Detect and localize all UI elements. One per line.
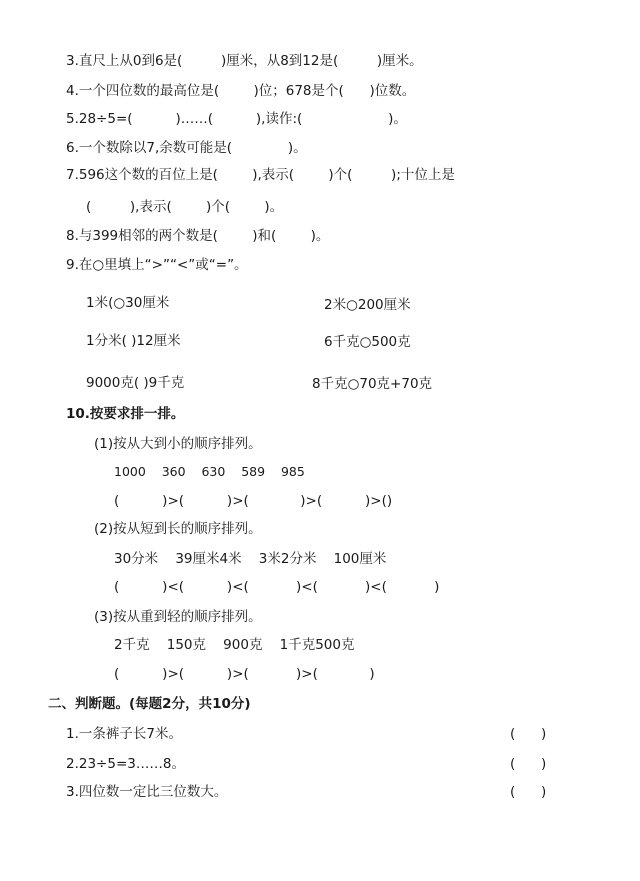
compare-item-d: 6千克○500克: [324, 334, 411, 350]
question-6: 6.一个数除以7,余数可能是( )。: [66, 140, 307, 156]
q10-part2-title: (2)按从短到长的顺序排列。: [94, 521, 262, 537]
judge-item-1-mark: ( ): [510, 726, 547, 742]
question-9-title: 9.在○里填上“>”“<”或“=”。: [66, 257, 248, 273]
question-5: 5.28÷5=( )……( ),读作:( )。: [66, 111, 407, 127]
compare-item-a: 1米(○30厘米: [86, 295, 170, 311]
compare-item-b: 2米○200厘米: [324, 297, 411, 313]
judge-item-3: 3.四位数一定比三位数大。: [66, 784, 228, 800]
q10-part3-title: (3)按从重到轻的顺序排列。: [94, 609, 262, 625]
q10-part1-title: (1)按从大到小的顺序排列。: [94, 436, 262, 452]
q10-part3-items: 2千克 150克 900克 1千克500克: [114, 637, 355, 653]
q10-part1-answer-blanks: ( )>( )>( )>( )>(): [114, 493, 393, 509]
judge-item-2: 2.23÷5=3……8。: [66, 756, 185, 772]
judge-item-1: 1.一条裤子长7米。: [66, 726, 182, 742]
judge-item-3-mark: ( ): [510, 784, 547, 800]
judge-item-2-mark: ( ): [510, 756, 547, 772]
q10-part2-answer-blanks: ( )<( )<( )<( )<( ): [114, 579, 440, 595]
question-10-title: 10.按要求排一排。: [66, 406, 185, 422]
q10-part1-numbers: 1000 360 630 589 985: [114, 464, 305, 479]
q10-part3-answer-blanks: ( )>( )>( )>( ): [114, 666, 375, 682]
question-7-line-2: ( ),表示( )个( )。: [86, 199, 284, 215]
question-8: 8.与399相邻的两个数是( )和( )。: [66, 228, 330, 244]
q10-part2-items: 30分米 39厘米4米 3米2分米 100厘米: [114, 551, 387, 567]
question-7-line-1: 7.596这个数的百位上是( ),表示( )个( );十位上是: [66, 167, 455, 183]
compare-item-e: 9000克( )9千克: [86, 375, 185, 391]
compare-item-c: 1分米( )12厘米: [86, 333, 181, 349]
question-4: 4.一个四位数的最高位是( )位；678是个( )位数。: [66, 83, 416, 99]
section-2-title: 二、判断题。(每题2分，共10分): [48, 696, 251, 712]
question-3: 3.直尺上从0到6是( )厘米，从8到12是( )厘米。: [66, 53, 423, 69]
compare-item-f: 8千克○70克+70克: [312, 376, 433, 392]
